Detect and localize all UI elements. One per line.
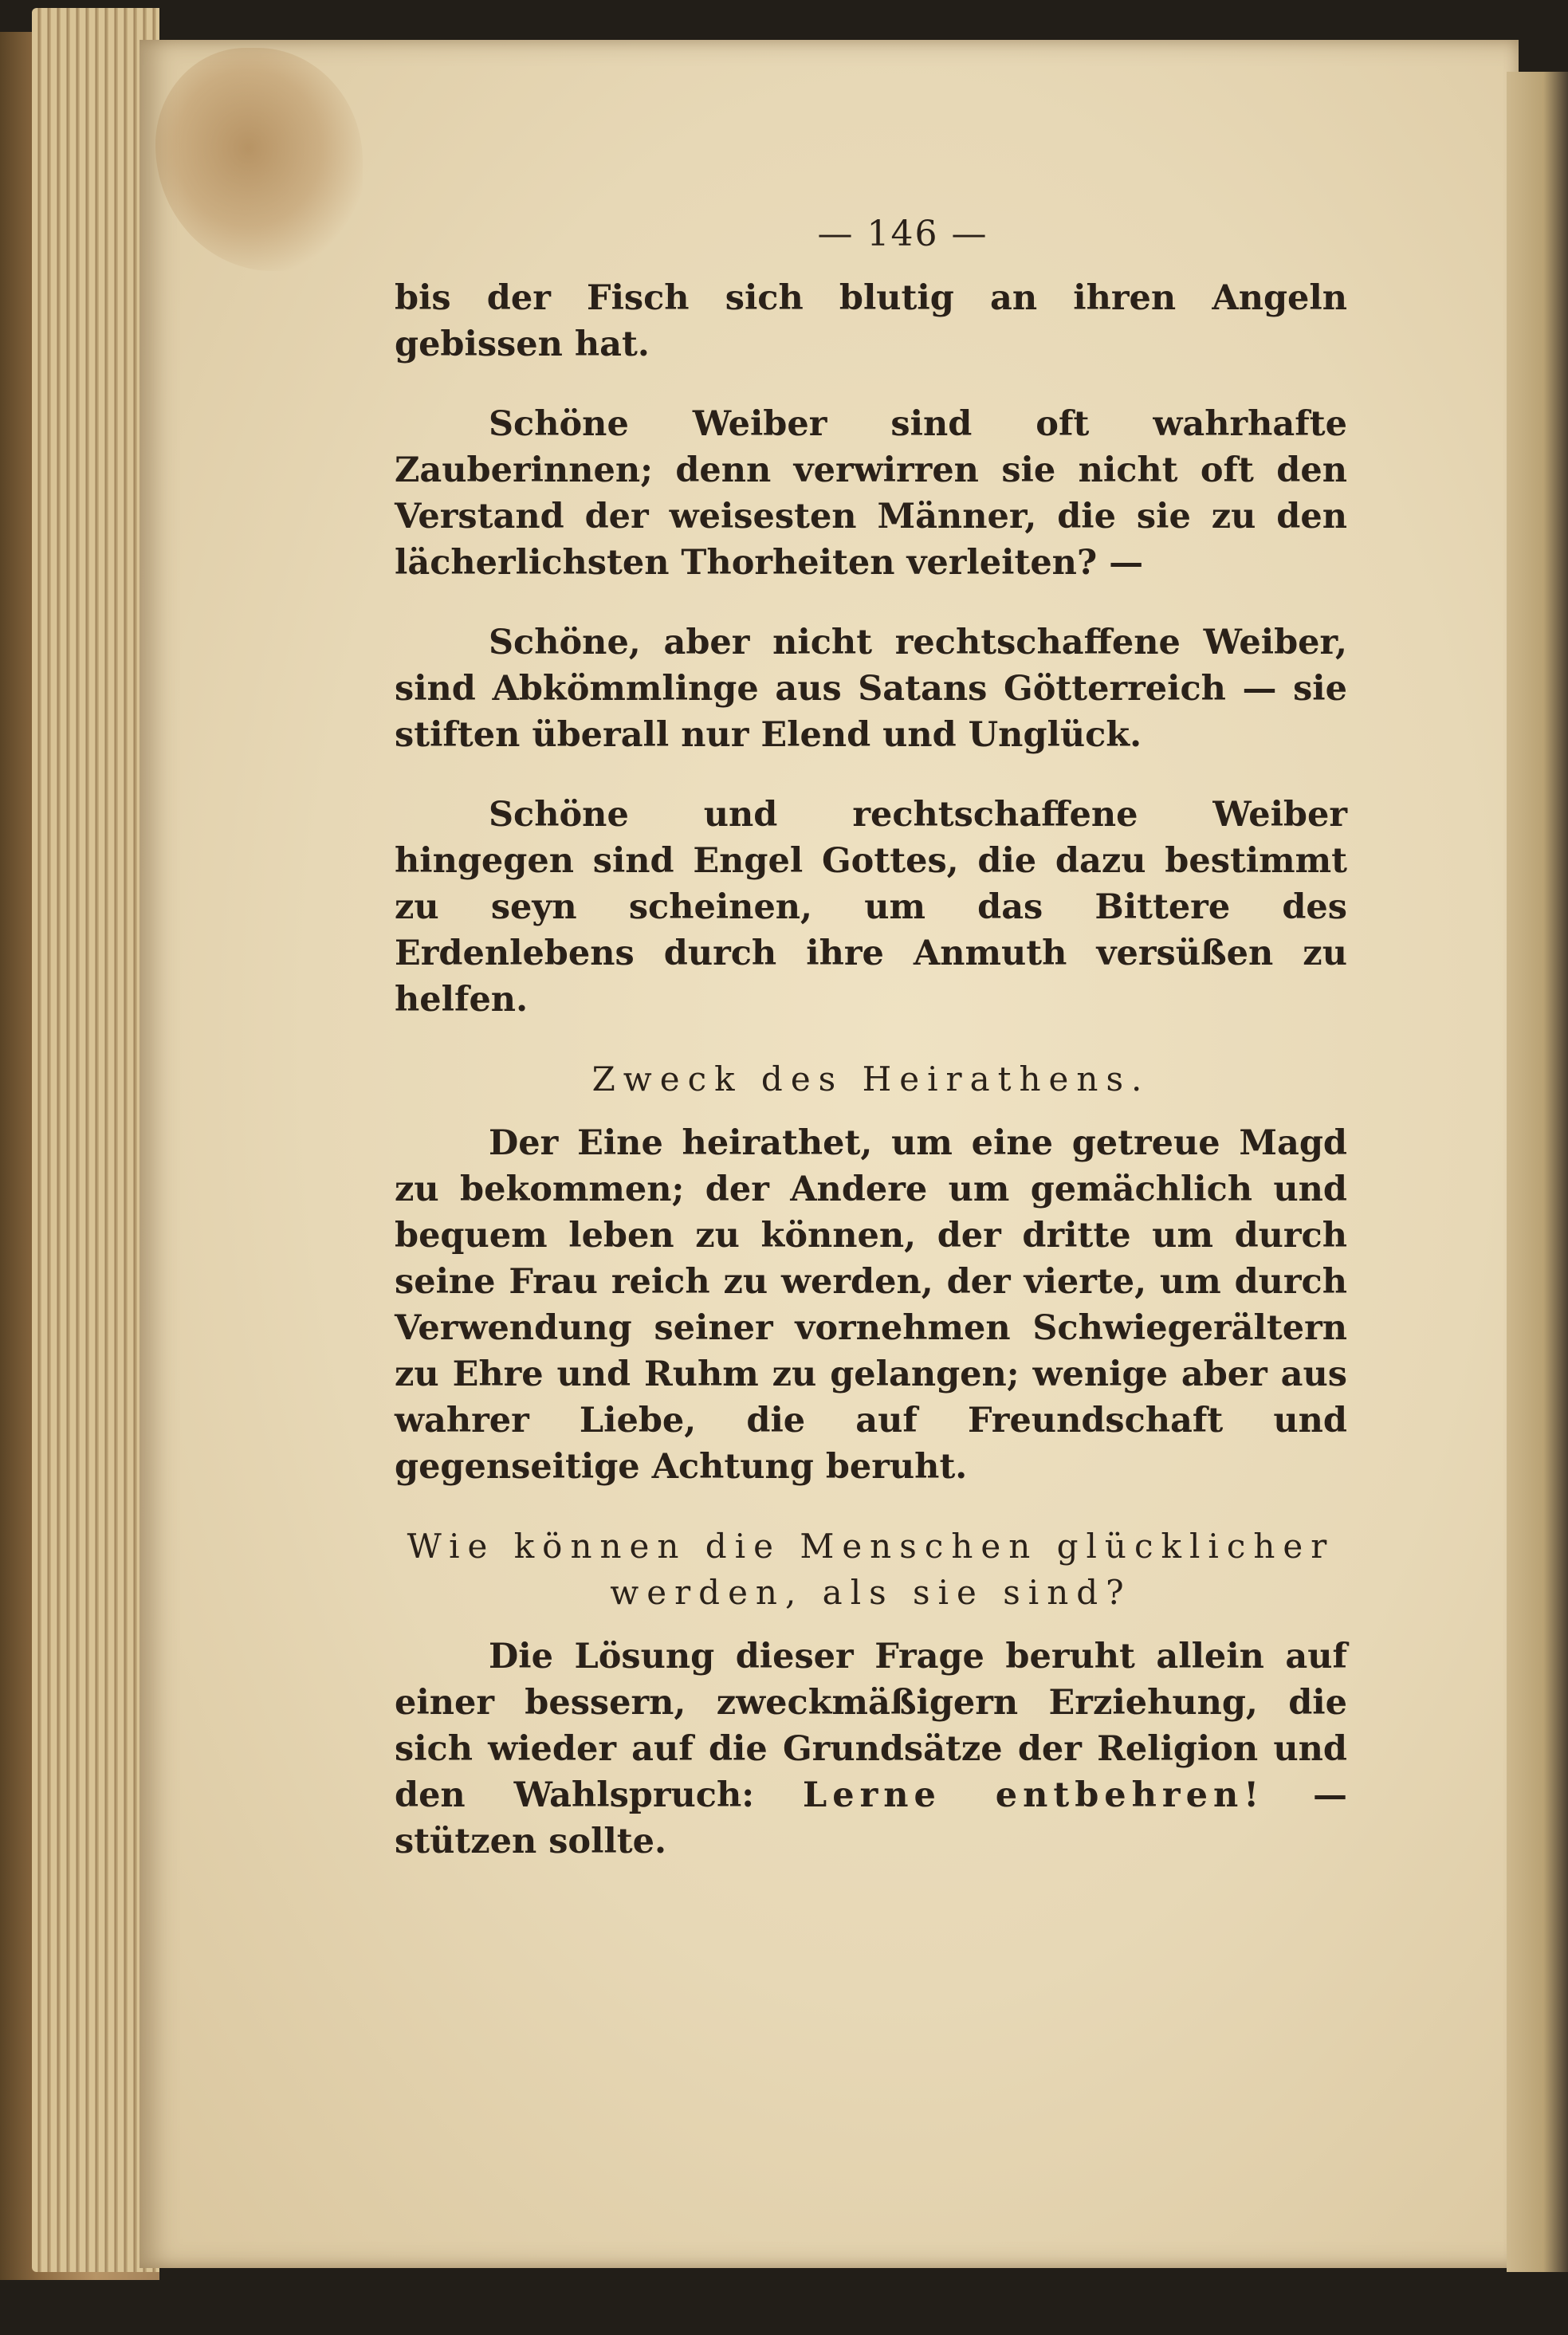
paragraph: Schöne und rechtschaffene Weiber hingegen sind Engel Gottes, die dazu bestimmt zu seyn scheinen, um das Bittere des Erdenlebens durch ihre Anmuth versüßen zu helfen. xyxy=(395,795,1347,1020)
page-number: — 146 — xyxy=(817,214,988,254)
section-heading: Zweck des Heirathens. xyxy=(591,1059,1150,1099)
page-text xyxy=(395,211,1347,1898)
motto-text: Lerne entbehren! xyxy=(803,1775,1265,1815)
paragraph: Schöne, aber nicht rechtschaffene Weiber, sind Abkömmlinge aus Satans Götterreich — sie stiften überall nur Elend und Unglück. xyxy=(395,623,1347,755)
next-page-edge xyxy=(1507,72,1568,2272)
paragraph: Schöne Weiber sind oft wahrhafte Zauberinnen; denn verwirren sie nicht oft den Verstand der weisesten Männer, die sie zu den lächerlichsten Thorheiten verleiten? — xyxy=(395,404,1347,583)
section-heading: Wie können die Menschen glücklicher xyxy=(407,1527,1335,1566)
paragraph: bis der Fisch sich blutig an ihren Angeln gebissen hat. xyxy=(395,278,1347,364)
paragraph-text: Die Lösung dieser Frage beruht allein auf einer bessern, zweckmäßigern Erziehung, die sich wieder auf die Grundsätze der Religion und den Wahlspruch: xyxy=(395,1637,1347,1815)
paragraph: Der Eine heirathet, um eine getreue Magd zu bekommen; der Andere um gemächlich und bequem leben zu können, der dritte um durch seine Frau reich zu werden, der vierte, um durch Verwendung seiner vornehmen Schwiegerältern zu Ehre und Ruhm zu gelangen; wenige aber aus wahrer Liebe, die auf Freundschaft und gegenseitige Achtung beruht. xyxy=(395,1123,1347,1487)
paragraph xyxy=(395,1633,1347,1865)
section-heading-continued: werden, als sie sind? xyxy=(610,1573,1132,1612)
paragraph-text-end: — stützen sollte. xyxy=(395,1775,1347,1861)
